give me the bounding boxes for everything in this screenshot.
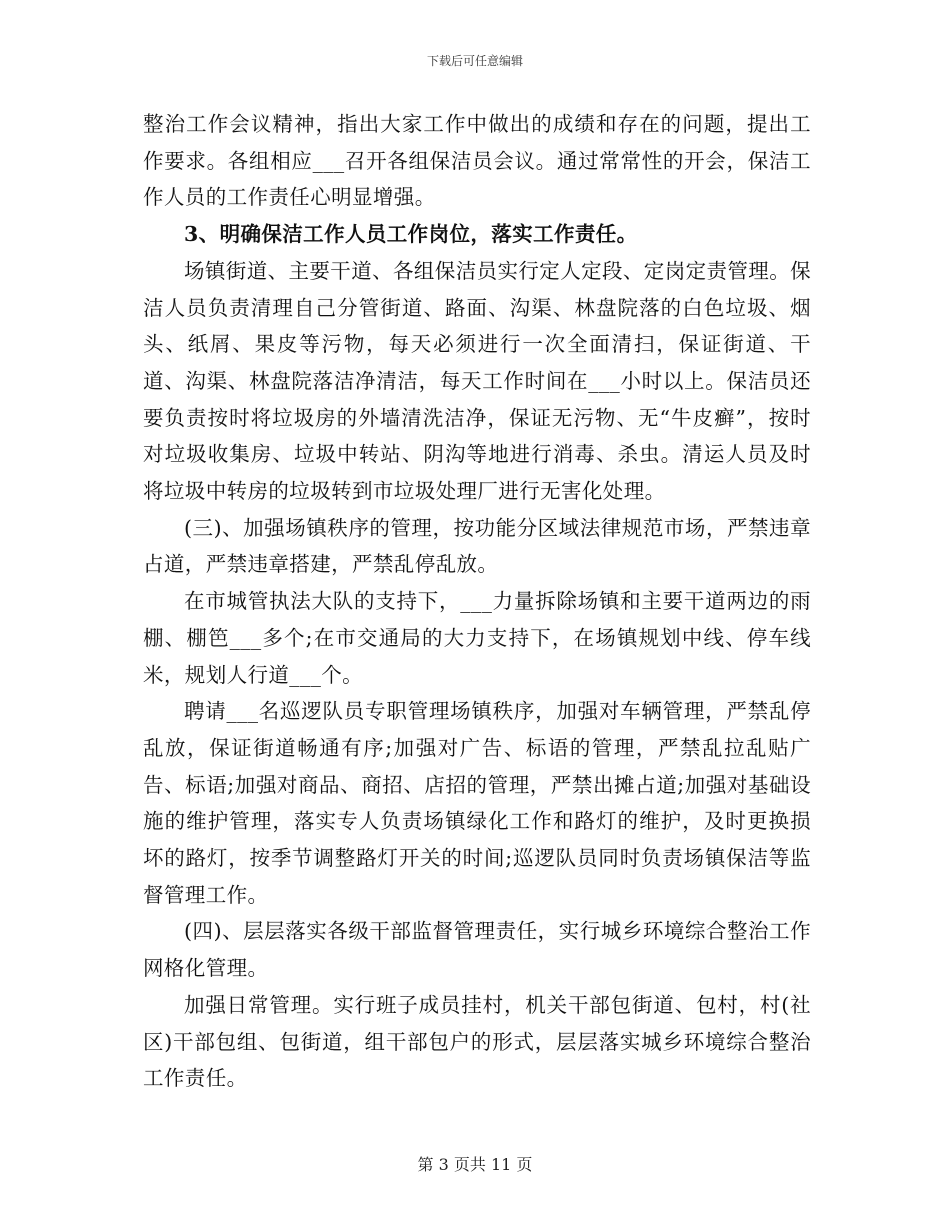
header-note: 下载后可任意编辑	[426, 54, 523, 68]
document-body	[143, 106, 811, 1097]
section-heading-3: (三)、加强场镇秩序的管理，按功能分区域法律规范市场，严禁违章占道，严禁违章搭建，严禁乱停乱放。	[143, 515, 811, 577]
section-heading-4: (四)、层层落实各级干部监督管理责任，实行城乡环境综合整治工作网格化管理。	[143, 919, 811, 981]
paragraph: 加强日常管理。实行班子成员挂村，机关干部包街道、包村，村(社区)干部包组、包街道，组干部包户的形式，层层落实城乡环境综合整治工作责任。	[143, 992, 811, 1091]
paragraph: 聘请___名巡逻队员专职管理场镇秩序，加强对车辆管理，严禁乱停乱放，保证街道畅通有序;加强对广告、标语的管理，严禁乱拉乱贴广告、标语;加强对商品、商招、店招的管理，严禁出摊占道;加强对基础设施的维护管理，落实专人负责场镇绿化工作和路灯的维护，及时更换损坏的路灯，按季节调整路灯开关的时间;巡逻队员同时负责场镇保洁等监督管理工作。	[143, 699, 811, 907]
paragraph: 场镇街道、主要干道、各组保洁员实行定人定段、定岗定责管理。保洁人员负责清理自己分管街道、路面、沟渠、林盘院落的白色垃圾、烟头、纸屑、果皮等污物，每天必须进行一次全面清扫，保证街道、干道、沟渠、林盘院落洁净清洁，每天工作时间在___小时以上。保洁员还要负责按时将垃圾房的外墙清洗洁净，保证无污物、无“牛皮癣”，按时对垃圾收集房、垃圾中转站、阴沟等地进行消毒、杀虫。清运人员及时将垃圾中转房的垃圾转到市垃圾处理厂进行无害化处理。	[143, 258, 811, 504]
page-number: 第 3 页共 11 页	[417, 1155, 533, 1174]
section-heading: 3、明确保洁工作人员工作岗位，落实工作责任。	[184, 222, 638, 247]
paragraph-continuation: 整治工作会议精神，指出大家工作中做出的成绩和存在的问题，提出工作要求。各组相应___召开各组保洁员会议。通过常常性的开会，保洁工作人员的工作责任心明显增强。	[143, 112, 811, 210]
paragraph: 在市城管执法大队的支持下，___力量拆除场镇和主要干道两边的雨棚、棚笆___多个;在市交通局的大力支持下，在场镇规划中线、停车线米，规划人行道___个。	[143, 589, 811, 687]
